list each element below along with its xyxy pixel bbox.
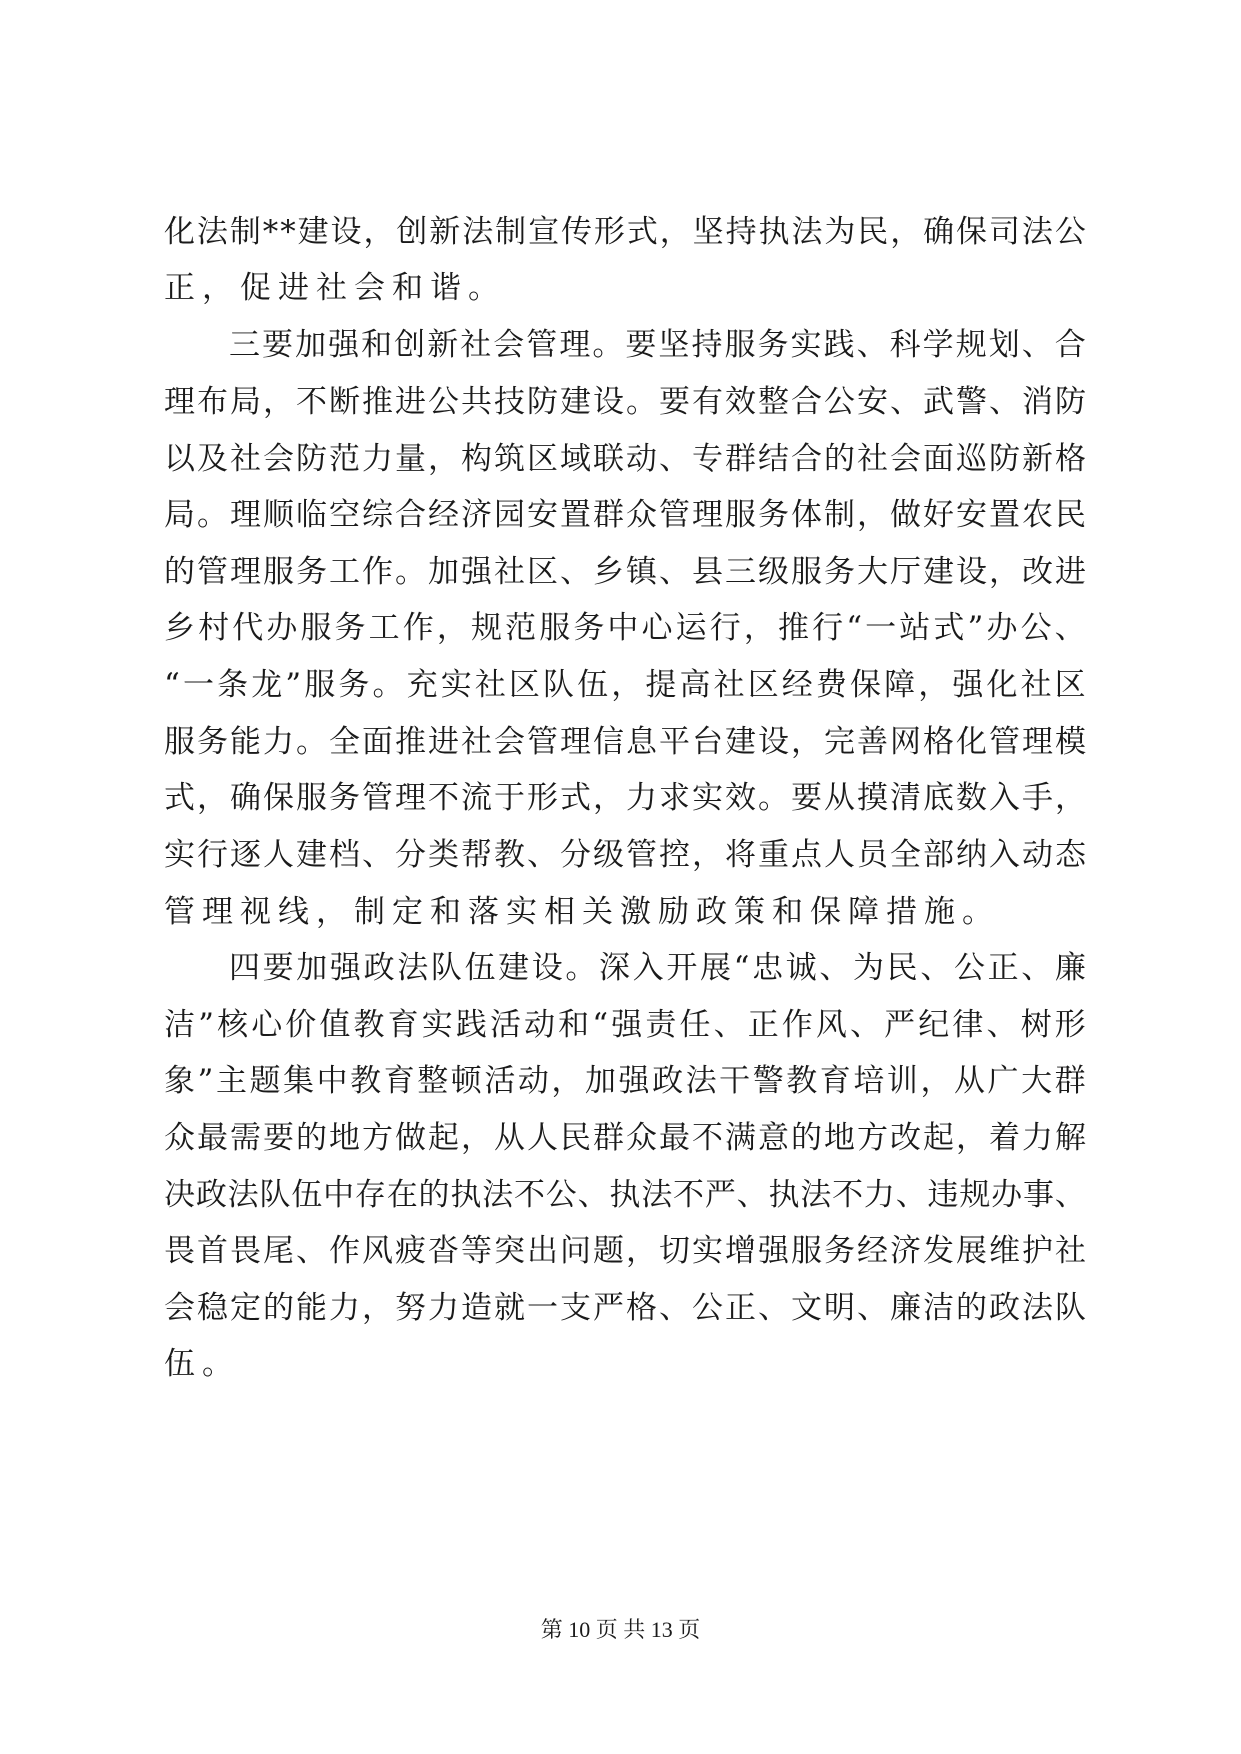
text-line: 以 及 社 会 防 范 力 量 ， 构 筑 区 域 联 动 、 专 群 结 合 的 社 会 面 巡 防 新 格	[164, 441, 1086, 477]
text-line: 乡 村 代 办 服 务 工 作 ， 规 范 服 务 中 心 运 行 ， 推 行 “ 一 站 式 ” 办 公 、	[164, 610, 1086, 646]
text-line: 畏 首 畏 尾 、 作 风 疲 沓 等 突 出 问 题 ， 切 实 增 强 服 务 经 济 发 展 维 护 社	[164, 1233, 1086, 1269]
text-line: 伍。	[164, 1346, 240, 1382]
text-line: 决 政 法 队 伍 中 存 在 的 执 法 不 公 、 执 法 不 严 、 执 法 不 力 、 违 规 办 事 、	[164, 1177, 1086, 1213]
text-line: 会 稳 定 的 能 力 ， 努 力 造 就 一 支 严 格 、 公 正 、 文 明 、 廉 洁 的 政 法 队	[164, 1290, 1086, 1326]
text-line: 管理视线，制定和落实相关激励政策和保障措施。	[164, 894, 1000, 930]
text-line: 象 ” 主 题 集 中 教 育 整 顿 活 动 ， 加 强 政 法 干 警 教 育 培 训 ， 从 广 大 群	[164, 1063, 1086, 1099]
text-line: 服 务 能 力 。 全 面 推 进 社 会 管 理 信 息 平 台 建 设 ， 完 善 网 格 化 管 理 模	[164, 724, 1086, 760]
text-line: 的 管 理 服 务 工 作 。 加 强 社 区 、 乡 镇 、 县 三 级 服 务 大 厅 建 设 ， 改 进	[164, 554, 1086, 590]
text-line: 化 法 制 * * 建 设 ， 创 新 法 制 宣 传 形 式 ， 坚 持 执 法 为 民 ， 确 保 司 法 公	[164, 214, 1086, 250]
text-line: 洁 ” 核 心 价 值 教 育 实 践 活 动 和 “ 强 责 任 、 正 作 风 、 严 纪 律 、 树 形	[164, 1007, 1086, 1043]
text-line: 局 。 理 顺 临 空 综 合 经 济 园 安 置 群 众 管 理 服 务 体 制 ， 做 好 安 置 农 民	[164, 497, 1086, 533]
text-line: 众 最 需 要 的 地 方 做 起 ， 从 人 民 群 众 最 不 满 意 的 地 方 改 起 ， 着 力 解	[164, 1120, 1086, 1156]
text-line: 理 布 局 ， 不 断 推 进 公 共 技 防 建 设 。 要 有 效 整 合 公 安 、 武 警 、 消 防	[164, 384, 1086, 420]
text-line: 实 行 逐 人 建 档 、 分 类 帮 教 、 分 级 管 控 ， 将 重 点 人 员 全 部 纳 入 动 态	[164, 837, 1086, 873]
text-line: 四 要 加 强 政 法 队 伍 建 设 。 深 入 开 展 “ 忠 诚 、 为 民 、 公 正 、 廉	[229, 950, 1086, 986]
text-line: 正，促进社会和谐。	[164, 270, 506, 306]
text-line: “ 一 条 龙 ” 服 务 。 充 实 社 区 队 伍 ， 提 高 社 区 经 费 保 障 ， 强 化 社 区	[164, 667, 1086, 703]
page-number-footer: 第 10 页 共 13 页	[540, 1617, 701, 1642]
text-line: 式 ， 确 保 服 务 管 理 不 流 于 形 式 ， 力 求 实 效 。 要 从 摸 清 底 数 入 手 ，	[164, 780, 1086, 816]
text-line: 三 要 加 强 和 创 新 社 会 管 理 。 要 坚 持 服 务 实 践 、 科 学 规 划 、 合	[229, 327, 1086, 363]
